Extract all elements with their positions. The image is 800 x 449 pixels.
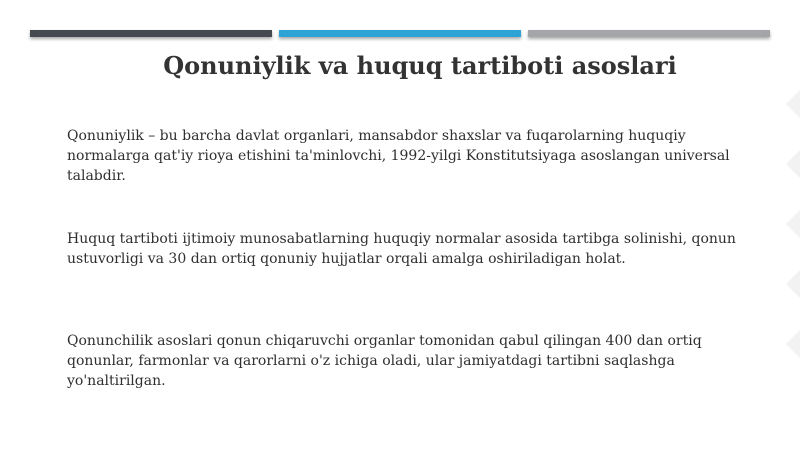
- header-bar-dark: [30, 30, 272, 37]
- decorative-chevron: [786, 270, 800, 298]
- decorative-chevron: [786, 150, 800, 178]
- decorative-chevron: [786, 330, 800, 358]
- paragraph-qonuniylik: Qonuniylik – bu barcha davlat organlari, mansabdor shaxslar va fuqarolarning huquqiy normalarga qat'iy rioya etishini ta'minlovchi, 1992-yilgi Konstitutsiyaga asoslangan universal talabdir.: [67, 128, 730, 184]
- decorative-chevron: [786, 90, 800, 118]
- header-bar-gray: [528, 30, 770, 37]
- paragraph-qonunchilik-asoslari: Qonunchilik asoslari qonun chiqaruvchi organlar tomonidan qabul qilingan 400 dan ortiq qonunlar, farmonlar va qarorlarni o'z ichiga oladi, ular jamiyatdagi tartibni saqlashga yo'naltirilgan.: [67, 333, 702, 389]
- decorative-chevron: [786, 210, 800, 238]
- slide-title: Qonuniylik va huquq tartiboti asoslari: [163, 51, 677, 80]
- header-bar-blue: [279, 30, 521, 37]
- paragraph-huquq-tartiboti: Huquq tartiboti ijtimoiy munosabatlarning huquqiy normalar asosida tartibga solinishi, qonun ustuvorligi va 30 dan ortiq qonuniy hujjatlar orqali amalga oshiriladigan holat.: [67, 231, 736, 267]
